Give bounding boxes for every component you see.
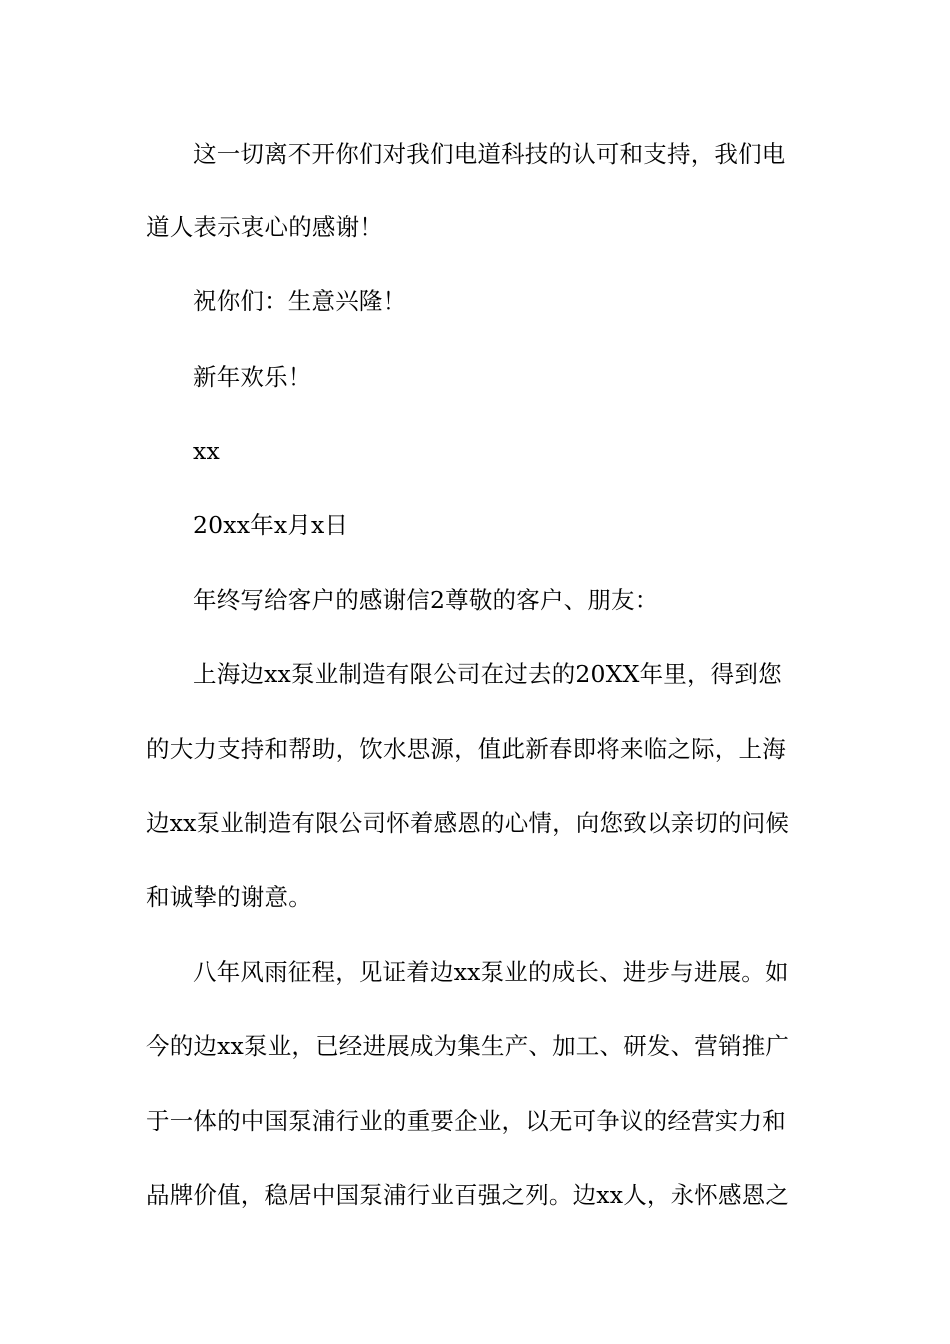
signature-date: 20xx年x月x日 [193,511,349,539]
greeting-line: 祝你们：生意兴隆！ [193,287,407,315]
paragraph-line: 上海边xx泵业制造有限公司在过去的20XX年里，得到您 [193,660,782,688]
greeting-line: 新年欢乐！ [193,363,312,391]
paragraph-line: 今的边xx泵业，已经进展成为集生产、加工、研发、营销推广 [146,1032,790,1060]
letter-heading: 年终写给客户的感谢信2尊敬的客户、朋友： [193,586,659,614]
paragraph-line: 和诚挚的谢意。 [146,883,312,911]
paragraph-line: 的大力支持和帮助，饮水思源，值此新春即将来临之际，上海 [146,735,786,763]
paragraph-line: 于一体的中国泵浦行业的重要企业，以无可争议的经营实力和 [146,1107,786,1135]
paragraph-line: 八年风雨征程，见证着边xx泵业的成长、进步与进展。如 [193,958,789,986]
paragraph-line: 品牌价值，稳居中国泵浦行业百强之列。边xx人，永怀感恩之 [146,1181,790,1209]
paragraph-line: 道人表示衷心的感谢！ [146,213,383,241]
paragraph-line: 边xx泵业制造有限公司怀着感恩的心情，向您致以亲切的问候 [146,809,790,837]
paragraph-line: 这一切离不开你们对我们电道科技的认可和支持，我们电 [193,140,786,168]
signature-name: xx [193,437,220,465]
